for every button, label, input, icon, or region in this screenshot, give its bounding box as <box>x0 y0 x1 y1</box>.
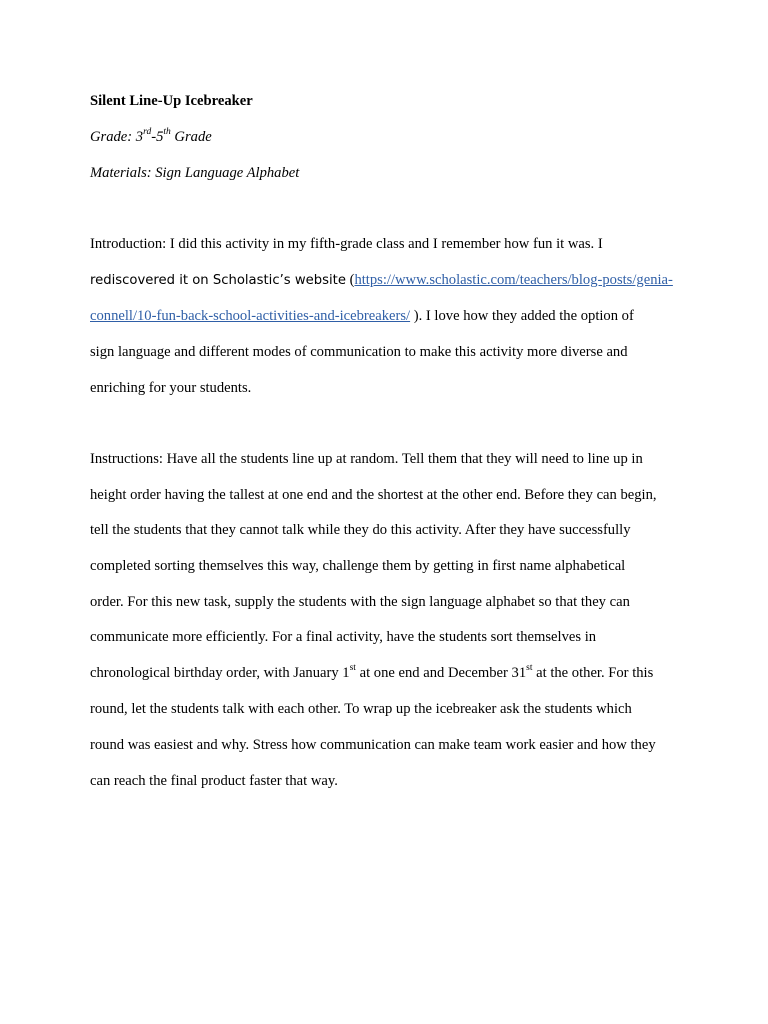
instructions-line-8: round, let the students talk with each other. To wrap up the icebreaker ask the students which <box>90 701 632 717</box>
sup-st-2: st <box>526 663 533 674</box>
grade-sup-rd: rd <box>143 127 152 138</box>
grade-sup-th: th <box>163 127 171 138</box>
instructions-line-10: can reach the final product faster that way. <box>90 773 338 789</box>
grade-prefix: Grade: 3 <box>90 129 144 145</box>
document-title: Silent Line-Up Icebreaker <box>90 93 253 109</box>
intro-line-4: sign language and different modes of communication to make this activity more diverse and <box>90 344 628 360</box>
instructions-l7b: at one end and December 31 <box>355 665 527 681</box>
intro-line-1: Introduction: I did this activity in my fifth-grade class and I remember how fun it was. I <box>90 236 603 252</box>
instructions-line-5: order. For this new task, supply the students with the sign language alphabet so that they can <box>90 594 630 610</box>
instructions-l7a: chronological birthday order, with January 1 <box>90 665 350 681</box>
intro-scholastic: Scholastic’s website <box>212 273 346 288</box>
intro-paren: ( <box>345 272 355 288</box>
scholastic-link-part-1[interactable]: https://www.scholastic.com/teachers/blog-posts/genia- <box>354 272 673 288</box>
instructions-l7c: at the other. For this <box>532 665 654 681</box>
instructions-line-3: tell the students that they cannot talk while they do this activity. After they have successfully <box>90 522 631 538</box>
instructions-line-4: completed sorting themselves this way, challenge them by getting in first name alphabetical <box>90 558 626 574</box>
instructions-line-1: Instructions: Have all the students line up at random. Tell them that they will need to line up in <box>90 451 643 467</box>
instructions-line-9: round was easiest and why. Stress how communication can make team work easier and how they <box>90 737 656 753</box>
scholastic-link-part-2[interactable]: connell/10-fun-back-school-activities-and-icebreakers/ <box>90 308 411 324</box>
intro-text: rediscovered it on <box>90 273 213 288</box>
materials-line: Materials: Sign Language Alphabet <box>90 165 300 181</box>
intro-line-5: enriching for your students. <box>90 380 252 396</box>
instructions-line-2: height order having the tallest at one end and the shortest at the other end. Before they can begin, <box>90 487 657 503</box>
grade-mid: -5 <box>151 129 164 145</box>
intro-line-3 <box>90 307 634 325</box>
sup-st-1: st <box>349 663 356 674</box>
grade-line <box>90 128 212 146</box>
intro-line-2 <box>90 271 673 290</box>
instructions-line-6: communicate more efficiently. For a final activity, have the students sort themselves in <box>90 629 597 645</box>
grade-suffix: Grade <box>170 129 212 145</box>
instructions-line-7 <box>90 664 653 682</box>
intro-after-link: ). I love how they added the option of <box>410 308 634 324</box>
